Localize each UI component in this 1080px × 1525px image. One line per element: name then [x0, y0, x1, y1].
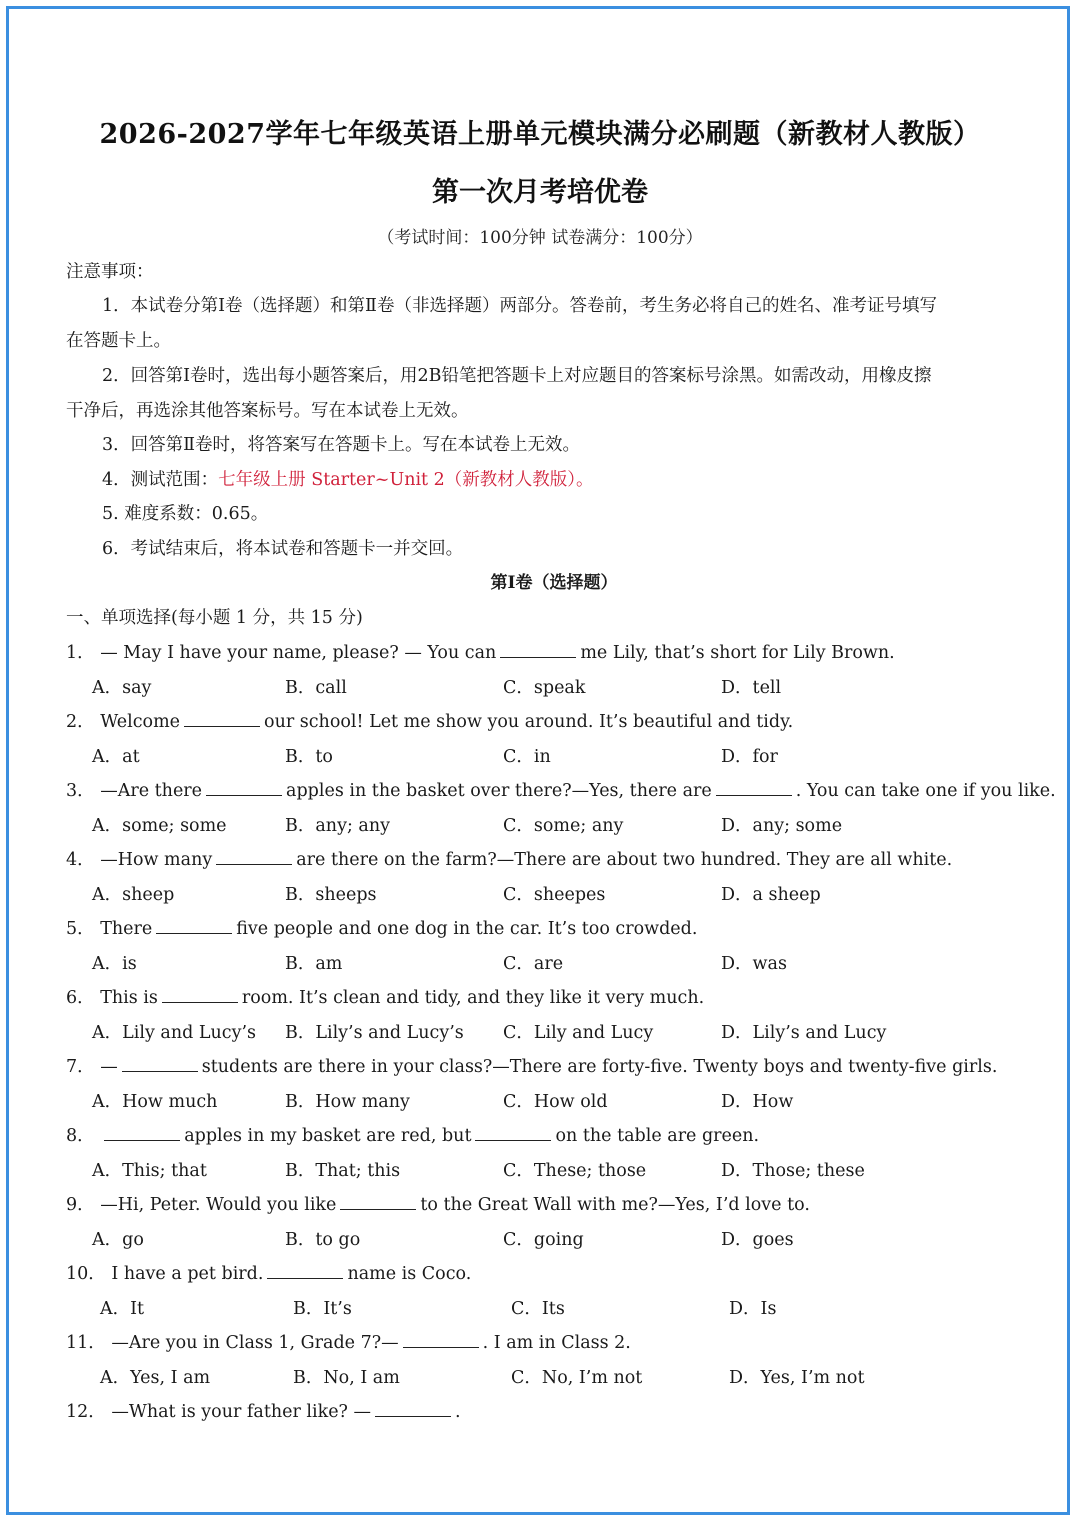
option-b[interactable]: B．That; this [285, 1161, 401, 1181]
question-number: 12． [66, 1402, 106, 1422]
question-text: apples in my basket are red, but [184, 1126, 472, 1146]
note-4 [102, 466, 594, 491]
option-d[interactable]: D．tell [721, 678, 782, 698]
answer-blank[interactable] [156, 916, 232, 934]
option-a[interactable]: A．This; that [92, 1161, 207, 1181]
note-6: 6．考试结束后，将本试卷和答题卡一并交回。 [102, 539, 464, 559]
question-number: 1． [66, 643, 95, 663]
option-d[interactable]: D．for [721, 747, 778, 767]
note-3: 3．回答第Ⅱ卷时，将答案写在答题卡上。写在本试卷上无效。 [102, 435, 581, 455]
question-text: . You can take one if you like. [795, 781, 1056, 801]
option-c[interactable]: C．How old [503, 1092, 608, 1112]
question-number: 8． [66, 1126, 95, 1146]
question-number: 11． [66, 1333, 106, 1353]
question-text: five people and one dog in the car. It’s too crowded. [236, 919, 698, 939]
question-number: 3． [66, 781, 95, 801]
answer-blank[interactable] [403, 1330, 479, 1348]
question-number: 10． [66, 1264, 106, 1284]
part-title: 一、单项选择(每小题 1 分，共 15 分) [66, 608, 363, 628]
option-b[interactable]: B．sheeps [285, 885, 377, 905]
question-text: our school! Let me show you around. It’s beautiful and tidy. [264, 712, 794, 732]
question-text: to the Great Wall with me?—Yes, I’d love to. [420, 1195, 810, 1215]
option-a[interactable]: A．say [92, 678, 152, 698]
question-4 [66, 846, 952, 871]
answer-blank[interactable] [206, 778, 282, 796]
note-1b: 在答题卡上。 [66, 331, 171, 351]
note-2b: 干净后，再选涂其他答案标号。写在本试卷上无效。 [66, 401, 469, 421]
question-text: . [455, 1402, 461, 1422]
answer-blank[interactable] [375, 1399, 451, 1417]
question-text: —Are you in Class 1, Grade 7?— [111, 1333, 399, 1353]
question-text: Welcome [100, 712, 181, 732]
question-number: 9． [66, 1195, 95, 1215]
option-b[interactable]: B．call [285, 678, 347, 698]
question-text: —How many [100, 850, 213, 870]
question-1 [66, 639, 895, 664]
question-text: —Are there [100, 781, 203, 801]
note-4-prefix: 4．测试范围： [102, 470, 219, 490]
note-2a: 2．回答第Ⅰ卷时，选出每小题答案后，用2B铅笔把答题卡上对应题目的答案标号涂黑。如需改动，用橡皮擦 [102, 366, 932, 386]
question-text: —Hi, Peter. Would you like [100, 1195, 337, 1215]
notes-heading: 注意事项： [66, 262, 154, 282]
answer-blank[interactable] [716, 778, 792, 796]
question-text: room. It’s clean and tidy, and they like it very much. [241, 988, 705, 1008]
option-b[interactable]: B．Lily’s and Lucy’s [285, 1023, 464, 1043]
question-text: students are there in your class?—There are forty-five. Twenty boys and twenty-five girls. [201, 1057, 998, 1077]
question-5 [66, 915, 697, 940]
option-c[interactable]: C．No, I’m not [511, 1368, 643, 1388]
option-c[interactable]: C．sheepes [503, 885, 606, 905]
option-a[interactable]: A．at [92, 747, 140, 767]
question-text: I have a pet bird. [111, 1264, 264, 1284]
option-b[interactable]: B．How many [285, 1092, 410, 1112]
option-c[interactable]: C．Lily and Lucy [503, 1023, 654, 1043]
question-11 [66, 1329, 631, 1354]
option-d[interactable]: D．How [721, 1092, 794, 1112]
option-c[interactable]: C．These; those [503, 1161, 647, 1181]
option-d[interactable]: D．Those; these [721, 1161, 865, 1181]
question-9 [66, 1191, 810, 1216]
answer-blank[interactable] [162, 985, 238, 1003]
option-d[interactable]: D．goes [721, 1230, 794, 1250]
answer-blank[interactable] [500, 640, 576, 658]
answer-blank[interactable] [104, 1123, 180, 1141]
option-d[interactable]: D．Yes, I’m not [729, 1368, 865, 1388]
question-10 [66, 1260, 471, 1285]
question-text: There [100, 919, 153, 939]
question-8 [66, 1122, 759, 1147]
question-number: 2． [66, 712, 95, 732]
option-a[interactable]: A．Lily and Lucy’s [92, 1023, 256, 1043]
question-text: me Lily, that’s short for Lily Brown. [580, 643, 895, 663]
answer-blank[interactable] [340, 1192, 416, 1210]
note-4-range: 七年级上册 Starter~Unit 2（新教材人教版）。 [218, 470, 594, 490]
exam-title: 2026-2027学年七年级英语上册单元模块满分必刷题（新教材人教版） [99, 119, 981, 150]
option-b[interactable]: B．No, I am [293, 1368, 400, 1388]
option-c[interactable]: C．are [503, 954, 564, 974]
note-1a: 1．本试卷分第Ⅰ卷（选择题）和第Ⅱ卷（非选择题）两部分。答卷前，考生务必将自己的姓名、准考证号填写 [102, 296, 937, 316]
question-number: 4． [66, 850, 95, 870]
note-5: 5. 难度系数：0.65。 [102, 504, 269, 524]
question-text: on the table are green. [555, 1126, 760, 1146]
option-d[interactable]: D．a sheep [721, 885, 821, 905]
question-text: apples in the basket over there?—Yes, there are [286, 781, 712, 801]
option-d[interactable]: D．any; some [721, 816, 843, 836]
exam-time-info: （考试时间：100分钟 试卷满分：100分） [377, 228, 703, 248]
question-text: This is [100, 988, 158, 1008]
question-text: — May I have your name, please? — You can [100, 643, 497, 663]
exam-subtitle: 第一次月考培优卷 [432, 177, 648, 208]
question-12 [66, 1398, 461, 1423]
option-a[interactable]: A．It [100, 1299, 145, 1319]
answer-blank[interactable] [475, 1123, 551, 1141]
option-b[interactable]: B．to [285, 747, 333, 767]
answer-blank[interactable] [184, 709, 260, 727]
question-text: . I am in Class 2. [482, 1333, 631, 1353]
option-d[interactable]: D．was [721, 954, 787, 974]
option-a[interactable]: A．go [92, 1230, 144, 1250]
question-text: are there on the farm?—There are about two hundred. They are all white. [296, 850, 953, 870]
option-b[interactable]: B．It’s [293, 1299, 352, 1319]
option-c[interactable]: C．some; any [503, 816, 624, 836]
option-c[interactable]: C．going [503, 1230, 584, 1250]
answer-blank[interactable] [122, 1054, 198, 1072]
section-title: 第Ⅰ卷（选择题） [490, 573, 618, 593]
question-text: — [100, 1057, 118, 1077]
option-b[interactable]: B．any; any [285, 816, 390, 836]
answer-blank[interactable] [267, 1261, 343, 1279]
question-6 [66, 984, 704, 1009]
option-a[interactable]: A．Yes, I am [100, 1368, 211, 1388]
option-a[interactable]: A．sheep [92, 885, 175, 905]
answer-blank[interactable] [216, 847, 292, 865]
question-text: name is Coco. [347, 1264, 472, 1284]
option-d[interactable]: D．Lily’s and Lucy [721, 1023, 887, 1043]
question-7 [66, 1053, 997, 1078]
option-d[interactable]: D．Is [729, 1299, 777, 1319]
question-3 [66, 777, 1056, 802]
option-c[interactable]: C．Its [511, 1299, 565, 1319]
question-2 [66, 708, 793, 733]
option-b[interactable]: B．to go [285, 1230, 361, 1250]
question-text: —What is your father like? — [111, 1402, 372, 1422]
question-number: 5． [66, 919, 95, 939]
option-a[interactable]: A．is [92, 954, 137, 974]
option-a[interactable]: A．How much [92, 1092, 218, 1112]
option-a[interactable]: A．some; some [92, 816, 227, 836]
option-c[interactable]: C．in [503, 747, 551, 767]
question-number: 6． [66, 988, 95, 1008]
question-number: 7． [66, 1057, 95, 1077]
option-b[interactable]: B．am [285, 954, 343, 974]
option-c[interactable]: C．speak [503, 678, 586, 698]
